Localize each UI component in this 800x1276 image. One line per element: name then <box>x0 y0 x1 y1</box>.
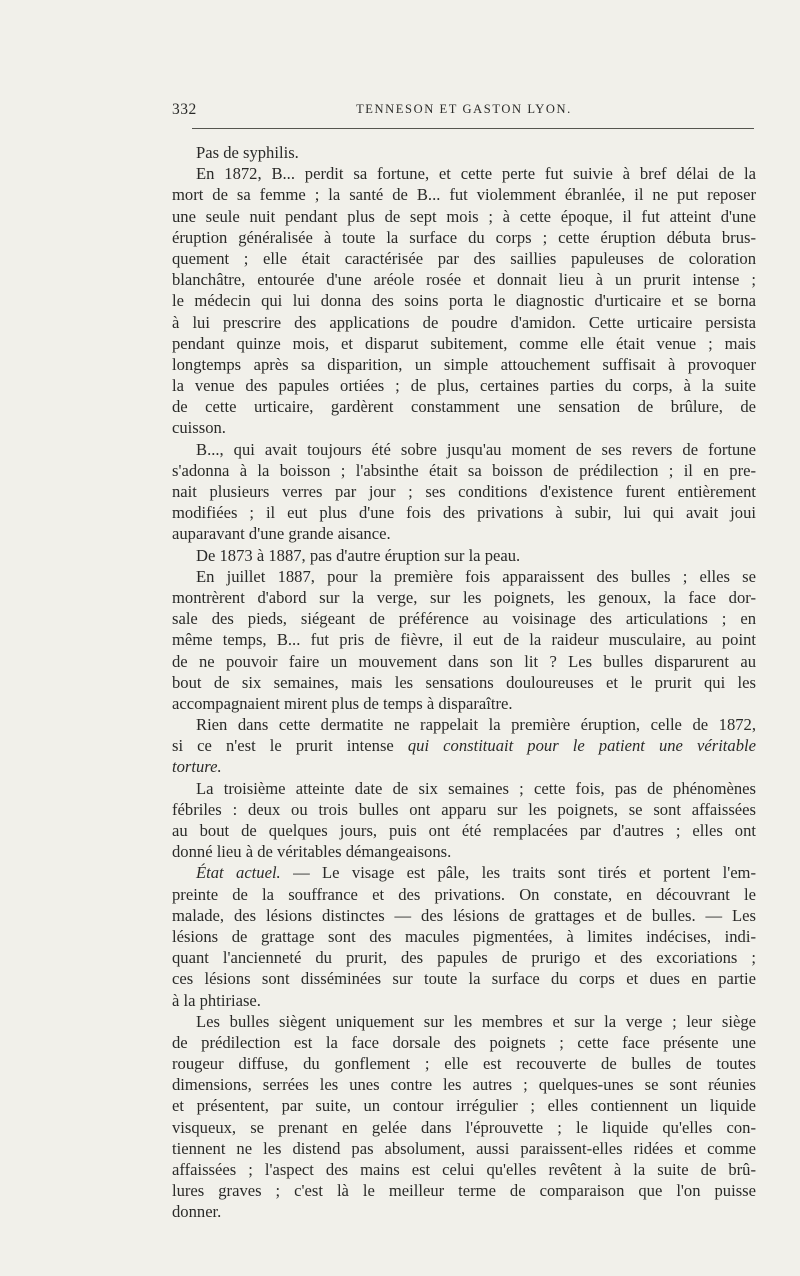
text-span: blanchâtre, entourée d'une aréole rosée et donnait lieu à un prurit intense ; <box>172 270 756 290</box>
text-span: quement ; elle était caractérisée par des saillies papuleuses de coloration <box>172 248 756 268</box>
text-line <box>172 566 756 587</box>
italic-span: qui constituait pour le patient une véritable <box>407 736 756 756</box>
text-line <box>172 312 756 333</box>
italic-span: torture. <box>172 757 222 777</box>
text-span: s'adonna à la boisson ; l'absinthe était sa boisson de prédilection ; il en pre- <box>172 460 756 480</box>
text-span: au bout de quelques jours, puis ont été remplacées par d'autres ; elles ont <box>172 821 756 840</box>
text-line <box>172 184 756 205</box>
text-line <box>172 990 756 1011</box>
text-span: ces lésions sont disséminées sur toute la surface du corps et dues en partie <box>172 969 756 989</box>
text-span: une seule nuit pendant plus de sept mois ; à cette époque, il fut atteint d'une <box>172 206 756 226</box>
text-line <box>172 693 756 714</box>
text-line <box>172 1117 756 1138</box>
text-span: Pas de syphilis. <box>196 143 299 162</box>
text-line <box>172 651 756 672</box>
text-span: longtemps après sa disparition, un simple attouchement suffisait à provoquer <box>172 354 756 374</box>
text-line <box>172 799 756 820</box>
text-span: — Le visage est pâle, les traits sont tirés et portent l'em- <box>280 863 756 883</box>
text-line <box>172 778 756 799</box>
text-line <box>172 926 756 947</box>
text-line <box>172 481 756 502</box>
text-line <box>172 206 756 227</box>
text-line <box>172 1011 756 1032</box>
text-span: de cette urticaire, gardèrent constamment une sensation de brûlure, de <box>172 397 756 417</box>
text-span: si ce n'est le prurit intense <box>172 736 408 756</box>
body-text <box>172 142 756 1223</box>
text-span: affaissées ; l'aspect des mains est celui qu'elles revêtent à la suite de brû- <box>172 1160 756 1179</box>
text-line <box>172 1138 756 1159</box>
text-line <box>172 1201 756 1222</box>
text-span: pendant quinze mois, et disparut subitement, comme elle était venue ; mais <box>172 333 756 353</box>
text-line <box>172 968 756 989</box>
text-line <box>172 502 756 523</box>
text-line <box>172 714 756 735</box>
text-line <box>172 756 756 777</box>
text-span: donné lieu à de véritables démangeaisons. <box>172 842 452 862</box>
text-line <box>172 523 756 544</box>
text-line <box>172 862 756 883</box>
text-line <box>172 905 756 926</box>
text-span: La troisième atteinte date de six semaines ; cette fois, pas de phénomènes <box>196 778 756 798</box>
text-line <box>172 333 756 354</box>
text-line <box>172 1053 756 1074</box>
page-header <box>172 101 756 125</box>
text-line <box>172 1032 756 1053</box>
text-span: montrèrent d'abord sur la verge, sur les poignets, les genoux, la face dor- <box>172 587 756 607</box>
text-line <box>172 545 756 566</box>
text-line <box>172 1095 756 1116</box>
text-line <box>172 587 756 608</box>
text-line <box>172 608 756 629</box>
text-span: B..., qui avait toujours été sobre jusqu'au moment de ses revers de fortune <box>196 439 756 459</box>
text-span: lésions de grattage sont des macules pigmentées, à limites indécises, indi- <box>172 926 756 946</box>
text-line <box>172 439 756 460</box>
text-line <box>172 460 756 481</box>
running-title: TENNESON ET GASTON LYON. <box>356 102 572 116</box>
text-line <box>172 841 756 862</box>
text-span: tiennent ne les distend pas absolument, aussi paraissent-elles ridées et comme <box>172 1138 756 1158</box>
text-span: cuisson. <box>172 418 226 438</box>
text-span: dimensions, serrées les unes contre les autres ; quelques-unes se sont réunies <box>172 1075 756 1095</box>
text-line <box>172 354 756 375</box>
text-line <box>172 1180 756 1201</box>
text-span: à lui prescrire des applications de poudre d'amidon. Cette urticaire persista <box>172 312 756 332</box>
text-span: Les bulles siègent uniquement sur les membres et sur la verge ; leur siège <box>196 1011 756 1031</box>
header-rule <box>192 128 754 129</box>
text-span: En 1872, B... perdit sa fortune, et cette perte fut suivie à bref délai de la <box>196 164 756 184</box>
text-line <box>172 417 756 438</box>
text-span: éruption généralisée à toute la surface du corps ; cette éruption débuta brus- <box>172 227 756 247</box>
text-line <box>172 629 756 650</box>
text-span: auparavant d'une grande aisance. <box>172 524 391 544</box>
text-span: En juillet 1887, pour la première fois apparaissent des bulles ; elles se <box>196 566 756 586</box>
text-span: sale des pieds, siégeant de préférence au voisinage des articulations ; en <box>172 609 756 629</box>
text-span: fébriles : deux ou trois bulles ont apparu sur les poignets, se sont affaissées <box>172 799 756 819</box>
text-span: la venue des papules ortiées ; de plus, certaines parties du corps, à la suite <box>172 376 756 396</box>
text-line <box>172 820 756 841</box>
text-span: donner. <box>172 1202 222 1222</box>
text-line <box>172 163 756 184</box>
text-span: rougeur diffuse, du gonflement ; elle est recouverte de bulles de toutes <box>172 1054 756 1074</box>
text-span: De 1873 à 1887, pas d'autre éruption sur la peau. <box>196 545 521 565</box>
text-line <box>172 290 756 311</box>
text-line <box>172 248 756 269</box>
text-span: quant l'ancienneté du prurit, des papules de prurigo et des excoriations ; <box>172 948 756 968</box>
text-line <box>172 735 756 756</box>
text-span: et présentent, par suite, un contour irrégulier ; elles contiennent un liquide <box>172 1096 756 1116</box>
text-span: à la phtiriase. <box>172 990 261 1010</box>
text-span: nait plusieurs verres par jour ; ses conditions d'existence furent entièrement <box>172 482 756 501</box>
text-line <box>172 884 756 905</box>
text-line <box>172 947 756 968</box>
text-span: malade, des lésions distinctes — des lésions de grattages et de bulles. — Les <box>172 905 756 925</box>
text-span: bout de six semaines, mais les sensations douloureuses et le prurit qui les <box>172 672 756 692</box>
text-line <box>172 142 756 163</box>
text-line <box>172 672 756 693</box>
text-span: Rien dans cette dermatite ne rappelait la première éruption, celle de 1872, <box>196 715 756 735</box>
text-line <box>172 269 756 290</box>
page-number: 332 <box>172 101 197 118</box>
text-line <box>172 1159 756 1180</box>
text-span: le médecin qui lui donna des soins porta le diagnostic d'urticaire et se borna <box>172 291 756 311</box>
text-span: mort de sa femme ; la santé de B... fut violemment ébranlée, il ne put reposer <box>172 185 756 205</box>
text-span: modifiées ; il eut plus d'une fois des privations à subir, lui qui avait joui <box>172 503 756 523</box>
text-span: accompagnaient mirent plus de temps à disparaître. <box>172 693 513 713</box>
text-line <box>172 1074 756 1095</box>
text-line <box>172 396 756 417</box>
text-line <box>172 227 756 248</box>
text-span: lures graves ; c'est là le meilleur terme de comparaison que l'on puisse <box>172 1181 756 1201</box>
text-line <box>172 375 756 396</box>
text-span: de prédilection est la face dorsale des poignets ; cette face présente une <box>172 1032 756 1052</box>
text-span: même temps, B... fut pris de fièvre, il eut de la raideur musculaire, au point <box>172 630 756 650</box>
text-span: preinte de la souffrance et des privations. On constate, en découvrant le <box>172 884 756 904</box>
text-span: visqueux, se prenant en gelée dans l'éprouvette ; le liquide qu'elles con- <box>172 1117 756 1137</box>
text-span: de ne pouvoir faire un mouvement dans son lit ? Les bulles disparurent au <box>172 651 756 671</box>
italic-span: État actuel. <box>196 863 281 883</box>
